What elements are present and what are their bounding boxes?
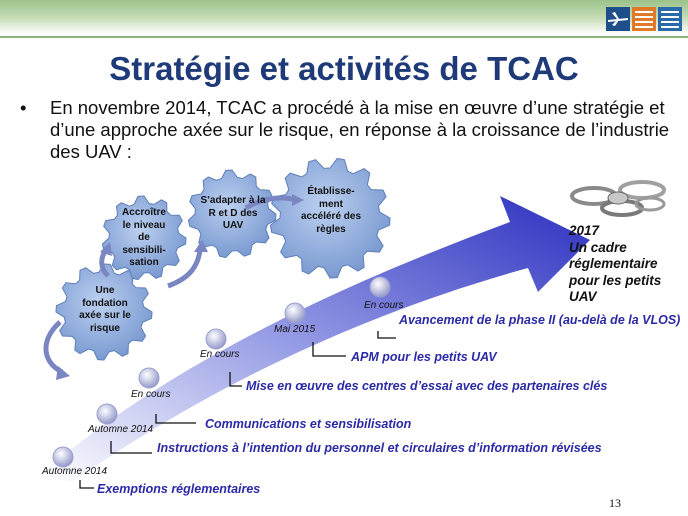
timeline-dot	[206, 329, 226, 349]
milestone-label: En cours	[131, 389, 171, 400]
timeline-item: APM pour les petits UAV	[351, 350, 497, 364]
goal-text: Un cadre réglementaire pour les petits UAV	[569, 239, 662, 304]
gear-label-foundation: Une fondation axée sur le risque	[79, 285, 131, 334]
page-title: Stratégie et activités de TCAC	[109, 50, 579, 87]
bullet-text: En novembre 2014, TCAC a procédé à la mise en œuvre d’une stratégie et d’une approche axée sur le risque, en réponse à la croissance de l’industrie des UAV :	[50, 97, 670, 162]
connector-line	[378, 331, 396, 338]
timeline-item: Mise en œuvre des centres d’essai avec des partenaires clés	[246, 379, 608, 393]
goal-box	[569, 223, 669, 306]
page-number: 13	[609, 496, 621, 510]
milestone-label: En cours	[364, 300, 404, 311]
timeline-dot	[97, 404, 117, 424]
timeline-item: Exemptions réglementaires	[97, 482, 261, 496]
goal-year: 2017	[569, 223, 600, 238]
timeline-dot	[285, 303, 305, 323]
gear-label-rulemaking: Établisse-ment accéléré des règles	[300, 186, 362, 235]
circular-arrow-icon	[46, 322, 62, 372]
connector-line	[80, 480, 94, 488]
drone-icon	[572, 182, 664, 215]
connector-line	[313, 342, 346, 356]
milestone-label: Automne 2014	[42, 466, 108, 477]
gear-label-awareness: Accroître le niveau de sensibili-sation	[122, 207, 166, 268]
timeline-item: Instructions à l’intention du personnel et circulaires d’information révisées	[157, 441, 602, 455]
timeline-dot	[53, 447, 73, 467]
milestone-label: En cours	[200, 349, 240, 360]
timeline-item: Communications et sensibilisation	[205, 417, 412, 431]
bullet-marker: •	[20, 97, 27, 118]
timeline-dot	[139, 368, 159, 388]
milestone-label: Mai 2015	[274, 324, 316, 335]
timeline-dot	[370, 277, 390, 297]
milestone-label: Automne 2014	[88, 424, 154, 435]
gear-label-research: S’adapter à la R et D des UAV	[200, 195, 266, 231]
timeline-item: Avancement de la phase II (au-delà de la VLOS)	[399, 313, 681, 327]
